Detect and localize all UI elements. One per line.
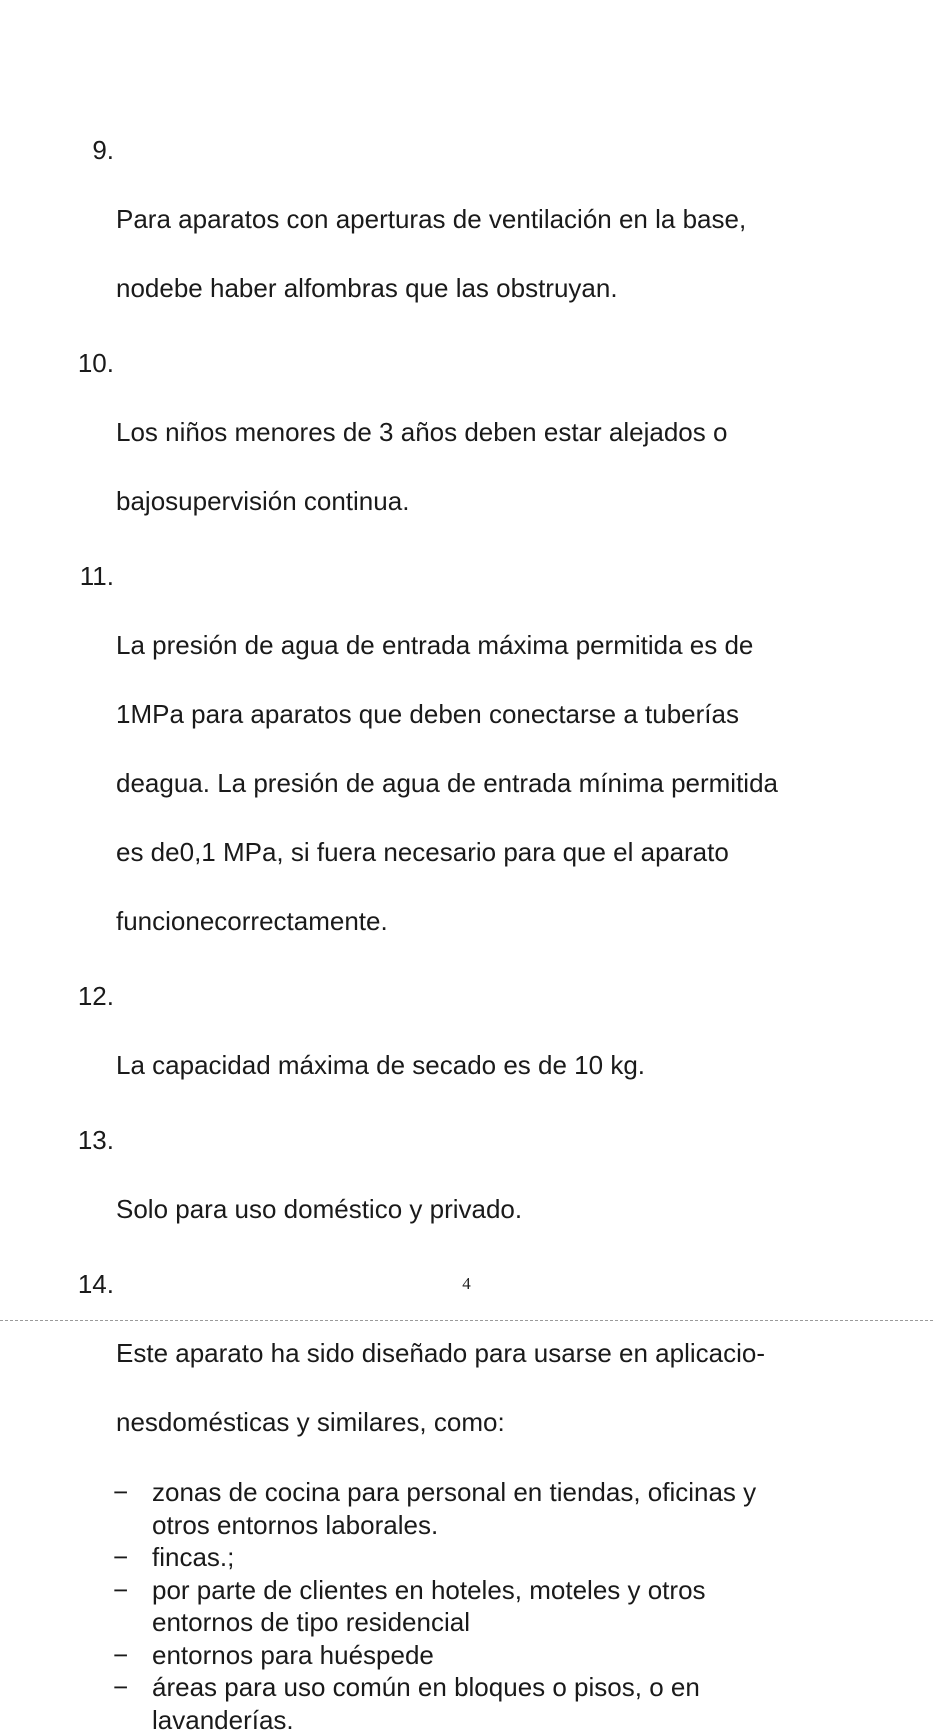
list-item-13	[0, 1123, 933, 1261]
item-number: 10.	[78, 346, 114, 381]
page-number: 4	[0, 1274, 933, 1294]
sub-text-line: entornos para huéspede	[152, 1639, 933, 1672]
list-item-9	[0, 133, 933, 340]
sublist-item	[0, 1671, 933, 1736]
dash-bullet: −	[113, 1671, 128, 1704]
item-text-line: Solo para uso doméstico y privado.	[116, 1192, 863, 1227]
sublist-item	[0, 1574, 933, 1639]
sub-text-line: por parte de clientes en hoteles, moteles y otros	[152, 1574, 933, 1607]
list-item-12	[0, 979, 933, 1117]
item-number: 14.	[78, 1267, 114, 1302]
dash-bullet: −	[113, 1574, 128, 1607]
sub-text-line: áreas para uso común en bloques o pisos, o en	[152, 1671, 933, 1704]
item-text-line: es de0,1 MPa, si fuera necesario para que el aparato	[116, 835, 863, 870]
sub-text-line: lavanderías.	[152, 1704, 933, 1736]
dash-bullet: −	[113, 1639, 128, 1672]
list-item-14	[0, 1267, 933, 1474]
sublist-item	[0, 1476, 933, 1541]
sub-text-line: fincas.;	[152, 1541, 933, 1574]
item-number: 11.	[80, 559, 114, 594]
item-text-line: La capacidad máxima de secado es de 10 kg.	[116, 1048, 863, 1083]
item-text-line: nodebe haber alfombras que las obstruyan.	[116, 271, 863, 306]
item-text-line: Para aparatos con aperturas de ventilación en la base,	[116, 202, 863, 237]
numbered-list	[0, 133, 933, 1736]
item-text-line: La presión de agua de entrada máxima permitida es de	[116, 628, 863, 663]
item-text-line: 1MPa para aparatos que deben conectarse a tuberías	[116, 697, 863, 732]
list-item-10	[0, 346, 933, 553]
item-number: 9.	[92, 133, 114, 168]
item-number: 13.	[78, 1123, 114, 1158]
sub-text-line: otros entornos laborales.	[152, 1509, 933, 1542]
item-text-line: Este aparato ha sido diseñado para usarse en aplicacio-	[116, 1336, 863, 1371]
list-item-11	[0, 559, 933, 973]
bottom-divider	[0, 1320, 933, 1321]
sublist-item	[0, 1541, 933, 1574]
sub-text-line: zonas de cocina para personal en tiendas, oficinas y	[152, 1476, 933, 1509]
sublist-item	[0, 1639, 933, 1672]
sub-text-line: entornos de tipo residencial	[152, 1606, 933, 1639]
dash-bullet: −	[113, 1541, 128, 1574]
dash-sublist	[0, 1476, 933, 1736]
dash-bullet: −	[113, 1476, 128, 1509]
item-text-line: deagua. La presión de agua de entrada mínima permitida	[116, 766, 863, 801]
item-text-line: nesdomésticas y similares, como:	[116, 1405, 863, 1440]
item-number: 12.	[78, 979, 114, 1014]
item-text-line: funcionecorrectamente.	[116, 904, 863, 939]
item-text-line: bajosupervisión continua.	[116, 484, 863, 519]
item-text-line: Los niños menores de 3 años deben estar alejados o	[116, 415, 863, 450]
